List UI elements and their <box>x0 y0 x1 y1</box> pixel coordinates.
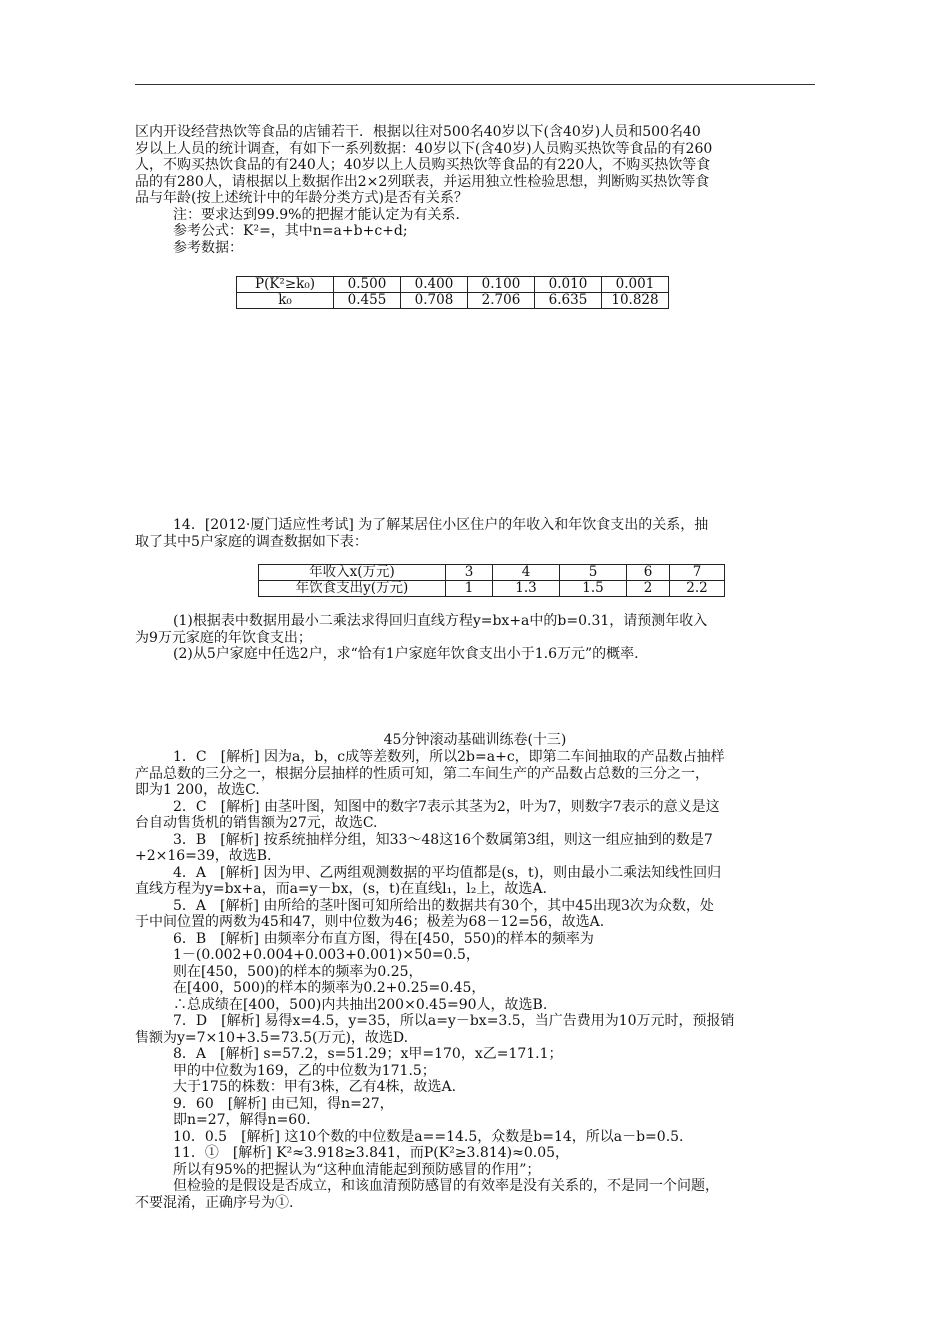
answer-line: 大于175的株数：甲有3株，乙有4株，故选A. <box>173 1079 457 1095</box>
answer-line: 1－(0.002+0.004+0.003+0.001)×50=0.5， <box>173 947 480 963</box>
table-cell: 10.828 <box>602 293 669 309</box>
table-cell: 1.3 <box>493 581 560 597</box>
table-cell: 4 <box>493 565 560 581</box>
problem-14-line: 14．[2012·厦门适应性考试] 为了解某居住小区住户的年收入和年饮食支出的关系，抽 <box>173 517 709 533</box>
answer-line: 7．D [解析] 易得x=4.5，y=35，所以a=y－bx=3.5，当广告费用为10万元时，预报销 <box>173 1013 735 1029</box>
answer-line: 2．C [解析] 由茎叶图，知图中的数字7表示其茎为2，叶为7，则数字7表示的意义是这 <box>173 798 720 815</box>
problem-13-text <box>135 124 815 256</box>
table-cell: 0.010 <box>535 277 602 293</box>
answer-line: 即为1 200，故选C. <box>135 782 260 798</box>
problem-13-line: 品与年龄(按上述统计中的年龄分类方式)是否有关系？ <box>135 190 468 206</box>
answer-line: 9．60 [解析] 由已知，得n=27， <box>173 1095 394 1112</box>
answers-body <box>135 749 815 1211</box>
table-cell: 0.100 <box>468 277 535 293</box>
table-cell: 0.455 <box>334 293 401 309</box>
table-cell: 7 <box>670 565 725 581</box>
answer-line: 4．A [解析] 因为甲、乙两组观测数据的平均值都是(s，t)，则由最小二乘法知线性回归 <box>173 864 722 881</box>
answer-line: 11．① [解析] K²≈3.918≥3.841，而P(K²≥3.814)≈0.05， <box>173 1145 570 1161</box>
answer-line: 台自动售货机的销售额为27元，故选C. <box>135 815 378 831</box>
table-cell: 年饮食支出y(万元) <box>259 581 446 597</box>
table-cell: 5 <box>560 565 627 581</box>
table-row <box>259 565 725 581</box>
critical-value-table <box>236 276 669 309</box>
answers-title: 45分钟滚动基础训练卷(十三) <box>383 732 567 748</box>
answer-line: 即n=27，解得n=60. <box>173 1112 311 1128</box>
answer-line: 所以有95%的把握认为“这种血清能起到预防感冒的作用”； <box>173 1161 541 1178</box>
income-expense-table <box>258 564 725 597</box>
problem-14-question: (2)从5户家庭中任选2户，求“恰有1户家庭年饮食支出小于1.6万元”的概率. <box>173 646 639 662</box>
table-cell: P(K²≥k₀) <box>237 277 334 293</box>
header-rule <box>135 84 815 85</box>
answer-line: 1．C [解析] 因为a，b，c成等差数列，所以2b=a+c，即第二车间抽取的产品数占抽样 <box>173 749 725 765</box>
problem-13-formula: 参考公式：K²=，其中n=a+b+c+d; <box>173 223 408 239</box>
table-cell: 2.2 <box>670 581 725 597</box>
table-row <box>237 277 669 293</box>
table-row <box>237 293 669 309</box>
answer-line: 不要混淆，正确序号为①. <box>135 1194 294 1211</box>
table-cell: 0.001 <box>602 277 669 293</box>
answer-line: ∴总成绩在[400，500)内共抽出200×0.45=90人，故选B. <box>173 996 548 1013</box>
table-cell: 6 <box>627 565 670 581</box>
table-cell: 6.635 <box>535 293 602 309</box>
answer-line: 10．0.5 [解析] 这10个数的中位数是a==14.5，众数是b=14，所以a－b=0.5. <box>173 1128 684 1145</box>
problem-13-ref-label: 参考数据： <box>173 239 243 256</box>
answer-line: 产品总数的三分之一，根据分层抽样的性质可知，第二车间生产的产品数占总数的三分之一， <box>135 765 709 782</box>
table-cell: 2 <box>627 581 670 597</box>
table-cell: 1.5 <box>560 581 627 597</box>
answer-line: 甲的中位数为169，乙的中位数为171.5； <box>173 1062 436 1079</box>
answer-line: 8．A [解析] s=57.2，s=51.29；x甲=170，x乙=171.1； <box>173 1046 563 1062</box>
problem-13-line: 品的有280人，请根据以上数据作出2×2列联表，并运用独立性检验思想，判断购买热饮等食 <box>135 173 710 190</box>
answer-line: 5．A [解析] 由所给的茎叶图可知所给出的数据共有30个，其中45出现3次为众数，处 <box>173 897 714 914</box>
table-cell: 年收入x(万元) <box>259 565 446 581</box>
answer-line: 于中间位置的两数为45和47，则中位数为46；极差为68－12=56，故选A. <box>135 914 605 930</box>
answer-line: 直线方程为y=bx+a，而a=y－bx，(s，t)在直线l₁，l₂上，故选A. <box>135 881 547 897</box>
answer-line: 售额为y=7×10+3.5=73.5(万元)，故选D. <box>135 1029 409 1046</box>
problem-13-note: 注：要求达到99.9%的把握才能认定为有关系． <box>173 206 470 223</box>
answer-line: 但检验的是假设是否成立，和该血清预防感冒的有效率是没有关系的，不是同一个问题， <box>173 1178 719 1194</box>
problem-14-questions <box>135 613 815 663</box>
table-cell: 1 <box>446 581 493 597</box>
table-cell: 2.706 <box>468 293 535 309</box>
answer-line: 则在[450，500)的样本的频率为0.25， <box>173 963 423 980</box>
problem-14-question: (1)根据表中数据用最小二乘法求得回归直线方程y=bx+a中的b=0.31，请预测年收入 <box>173 613 708 629</box>
problem-14-question: 为9万元家庭的年饮食支出； <box>135 629 312 646</box>
table-cell: 3 <box>446 565 493 581</box>
table-cell: 0.500 <box>334 277 401 293</box>
answer-line: +2×16=39，故选B. <box>135 848 272 864</box>
table-row <box>259 581 725 597</box>
table-cell: 0.400 <box>401 277 468 293</box>
table-cell: 0.708 <box>401 293 468 309</box>
problem-13-line: 岁以上人员的统计调查，有如下一系列数据：40岁以下(含40岁)人员购买热饮等食品的有260 <box>135 140 713 157</box>
problem-14-text <box>135 517 815 550</box>
table-cell: k₀ <box>237 293 334 309</box>
answer-line: 在[400，500)的样本的频率为0.2+0.25=0.45， <box>173 980 486 996</box>
problem-13-line: 人，不购买热饮食品的有240人；40岁以上人员购买热饮等食品的有220人，不购买热饮等食 <box>135 157 711 173</box>
problem-14-line: 取了其中5户家庭的调查数据如下表： <box>135 533 368 550</box>
answer-line: 6．B [解析] 由频率分布直方图，得在[450，550)的样本的频率为 <box>173 930 594 947</box>
problem-13-line: 区内开设经营热饮等食品的店铺若干．根据以往对500名40岁以下(含40岁)人员和500名40 <box>135 124 701 140</box>
answer-line: 3．B [解析] 按系统抽样分组，知33～48这16个数属第3组，则这一组应抽到的数是7 <box>173 831 713 848</box>
